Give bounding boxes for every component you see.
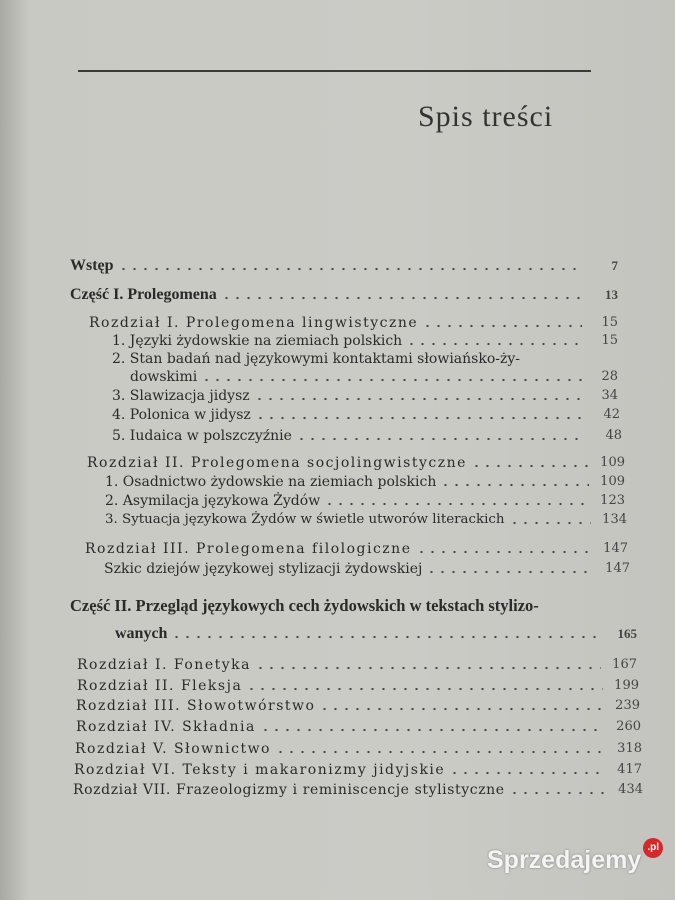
toc-entry-part-2-line1: Część II. Przegląd językowych cech żydowskich w tekstach stylizo-: [70, 596, 539, 615]
toc-entry-chapter: Rozdział VI. Teksty i makaronizmy jidyjskie 417: [74, 762, 642, 778]
watermark-logo: Sprzedajemy .pl: [487, 846, 641, 875]
toc-entry-section: 2. Asymilacja językowa Żydów 123: [105, 493, 625, 509]
toc-entry-chapter: Rozdział VII. Frazeologizmy i reminiscencje stylistyczne 434: [73, 782, 643, 798]
toc-entry-chapter: Rozdział I. Fonetyka 167: [77, 657, 637, 673]
toc-entry-chapter: Rozdział I. Prolegomena lingwistyczne 15: [89, 315, 618, 331]
page-title: Spis treści: [418, 100, 554, 133]
toc-entry-part-1: Część I. Prolegomena 13: [70, 286, 618, 303]
toc-entry-part-2: wanych 165: [115, 625, 637, 642]
toc-entry-section: dowskimi 28: [130, 369, 618, 385]
toc-entry-section-line1: 2. Stan badań nad językowymi kontaktami słowiańsko-ży-: [112, 351, 520, 367]
toc-entry-chapter: Rozdział IV. Składnia 260: [76, 719, 641, 735]
toc-entry-section: 3. Slawizacja jidysz 34: [112, 388, 618, 404]
toc-entry-chapter: Rozdział V. Słownictwo 318: [75, 741, 642, 757]
toc-entry-chapter: Rozdział II. Fleksja 199: [77, 678, 639, 694]
toc-entry-section: 3. Sytuacja językowa Żydów w świetle utworów literackich 134: [105, 512, 627, 527]
toc-entry-section: 1. Osadnictwo żydowskie na ziemiach polskich 109: [105, 474, 625, 490]
toc-entry-section: 1. Języki żydowskie na ziemiach polskich 15: [112, 333, 618, 349]
toc-entry-section: 5. Iudaica w polszczyźnie 48: [112, 428, 622, 444]
toc-entry-section: 4. Polonica w jidysz 42: [112, 407, 620, 423]
toc-entry-chapter: Rozdział III. Prolegomena filologiczne 147: [85, 541, 628, 557]
toc-entry-chapter: Rozdział II. Prolegomena socjolingwistyczne 109: [87, 455, 625, 471]
toc-entry-introduction: Wstęp 7: [70, 257, 618, 274]
header-rule: [78, 70, 591, 72]
toc-entry-section: Szkic dziejów językowej stylizacji żydowskiej 147: [104, 561, 630, 577]
toc-entry-chapter: Rozdział III. Słowotwórstwo 239: [76, 698, 640, 714]
